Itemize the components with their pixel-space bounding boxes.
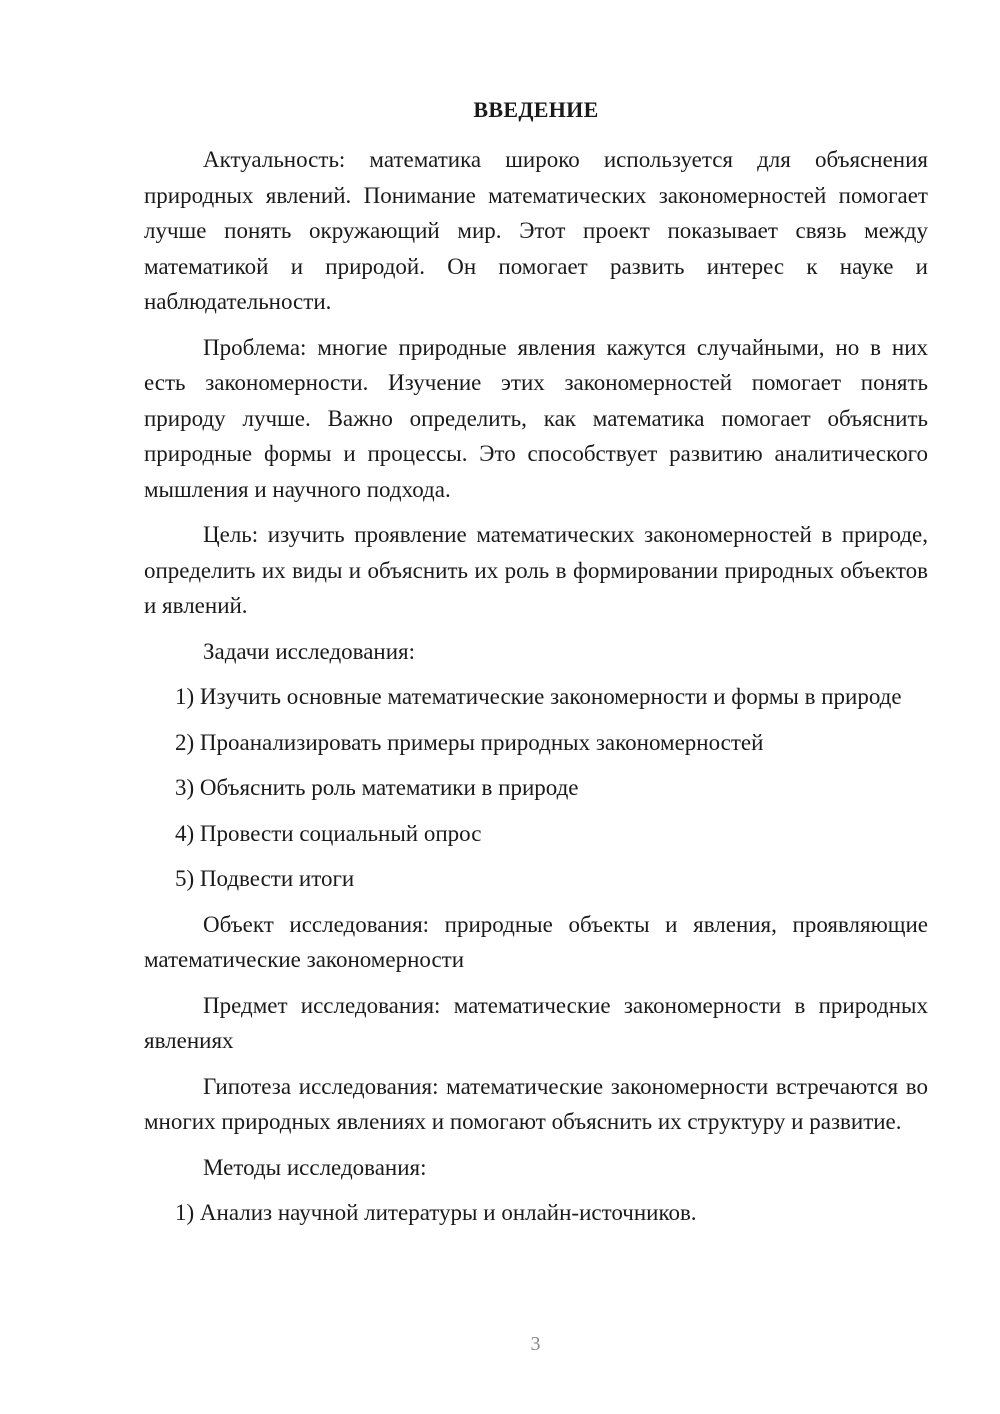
document-page xyxy=(144,92,928,1241)
problem-paragraph: Проблема: многие природные явления кажутся случайными, но в них есть закономерности. Изучение этих закономерностей помогает понять природу лучше. Важно определить, как математика помогает объяснить природные формы и процессы. Это способствует развитию аналитического мышления и научного подхода. xyxy=(144,334,928,502)
goal-paragraph: Цель: изучить проявление математических закономерностей в природе, определить их виды и объяснить их роль в формировании природных объектов и явлений. xyxy=(144,522,928,618)
relevance-paragraph: Актуальность: математика широко используется для объяснения природных явлений. Понимание математических закономерностей помогает лучше понять окружающий мир. Этот проект показывает связь между математикой и природой. Он помогает развить интерес к науке и наблюдательности. xyxy=(144,147,928,314)
subject-paragraph: Предмет исследования: математические закономерности в природных явлениях xyxy=(144,992,928,1053)
object-paragraph: Объект исследования: природные объекты и явления, проявляющие математические закономерности xyxy=(144,911,928,972)
method-item: 1) Анализ научной литературы и онлайн-источников. xyxy=(175,1200,697,1225)
task-item: 2) Проанализировать примеры природных закономерностей xyxy=(175,729,764,755)
page-number: 3 xyxy=(530,1333,541,1355)
section-title: ВВЕДЕНИЕ xyxy=(473,97,599,122)
task-item: 5) Подвести итоги xyxy=(175,866,355,891)
methods-heading: Методы исследования: xyxy=(203,1154,427,1180)
task-item: 4) Провести социальный опрос xyxy=(175,820,482,846)
tasks-heading: Задачи исследования: xyxy=(203,638,416,664)
task-item: 1) Изучить основные математические закономерности и формы в природе xyxy=(175,684,902,709)
hypothesis-paragraph: Гипотеза исследования: математические закономерности встречаются во многих природных явлениях и помогают объяснить их структуру и развитие. xyxy=(144,1073,928,1134)
task-item: 3) Объяснить роль математики в природе xyxy=(175,775,579,800)
